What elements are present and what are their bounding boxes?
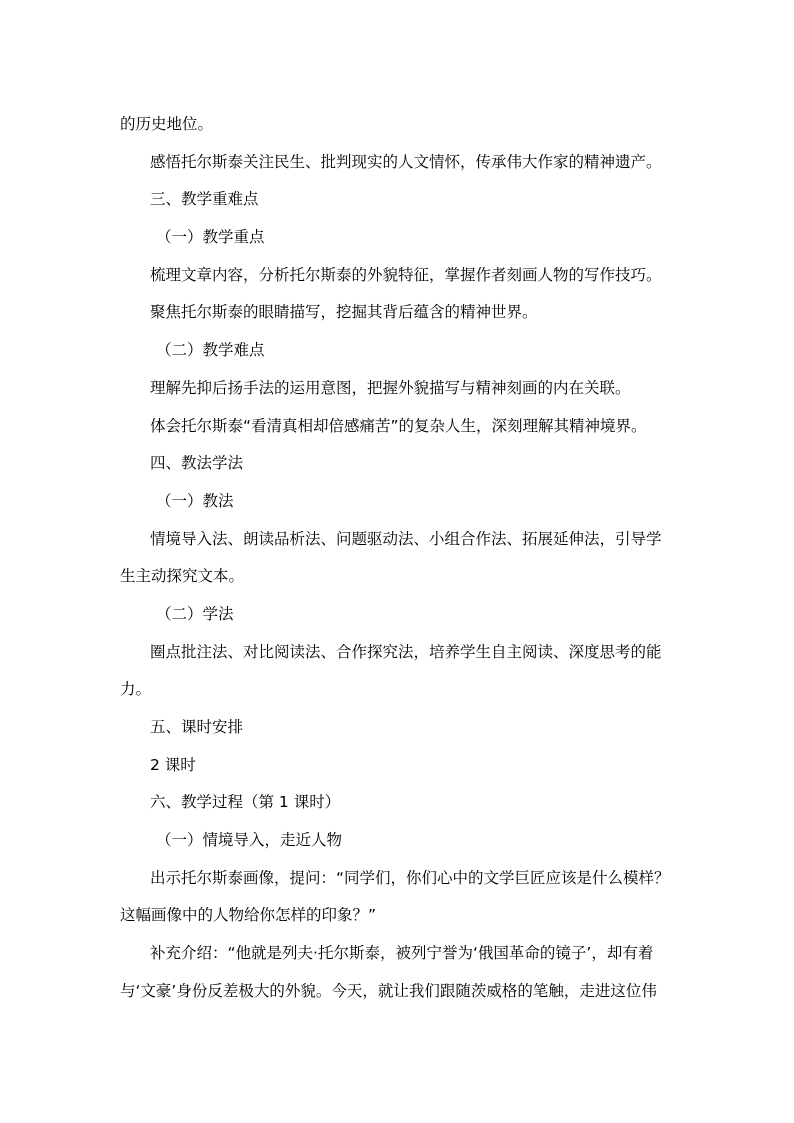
text-line: 2 课时 <box>150 755 196 774</box>
subsection-heading: （一）教学重点 <box>156 228 265 247</box>
text-line: 这幅画像中的人物给你怎样的印象？” <box>120 906 377 925</box>
text-line: 感悟托尔斯泰关注民生、批判现实的人文情怀，传承伟大作家的精神遗产。 <box>150 152 662 171</box>
section-heading: 五、课时安排 <box>150 718 244 736</box>
text-line: 生主动探究文本。 <box>120 567 245 586</box>
text-line: 出示托尔斯泰画像，提问：“同学们，你们心中的文学巨匠应该是什么模样？ <box>150 868 670 887</box>
text-line: 的历史地位。 <box>120 115 214 133</box>
text-line: 理解先抑后扬手法的运用意图，把握外貌描写与精神刻画的内在关联。 <box>150 378 631 397</box>
text-line: 圈点批注法、对比阅读法、合作探究法，培养学生自主阅读、深度思考的能 <box>150 642 662 661</box>
section-heading: 三、教学重难点 <box>150 190 259 209</box>
subsection-heading: （二）学法 <box>156 604 234 623</box>
document-body <box>120 106 680 1011</box>
text-line: 情境导入法、朗读品析法、问题驱动法、小组合作法、拓展延伸法，引导学 <box>150 529 662 548</box>
text-line: 梳理文章内容，分析托尔斯泰的外貌特征，掌握作者刻画人物的写作技巧。 <box>150 265 662 284</box>
text-line: 聚焦托尔斯泰的眼睛描写，挖掘其背后蕴含的精神世界。 <box>150 303 538 322</box>
subsection-heading: （二）教学难点 <box>156 341 265 360</box>
text-line: 力。 <box>120 680 152 699</box>
section-heading: 六、教学过程（第 1 课时） <box>150 793 341 812</box>
subsection-heading: （一）教法 <box>156 491 234 510</box>
text-line: 与‘文豪’身份反差极大的外貌。今天，就让我们跟随茨威格的笔触，走进这位伟 <box>120 981 657 1000</box>
text-line: 体会托尔斯泰“看清真相却倍感痛苦”的复杂人生，深刻理解其精神境界。 <box>150 416 647 435</box>
text-line: 补充介绍：“他就是列夫·托尔斯泰，被列宁誉为‘俄国革命的镜子’，却有着 <box>150 944 654 963</box>
subsection-heading: （一）情境导入，走近人物 <box>156 831 343 850</box>
section-heading: 四、教法学法 <box>150 454 244 473</box>
